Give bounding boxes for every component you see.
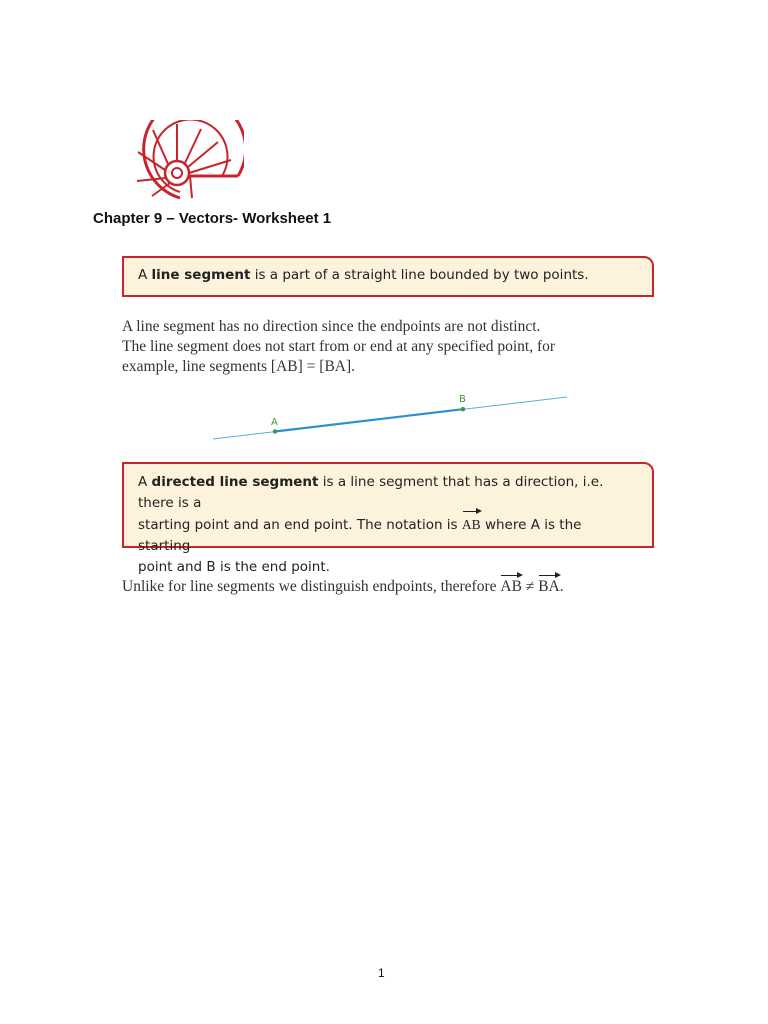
segment-ab bbox=[275, 409, 463, 431]
conclusion-sentence bbox=[122, 578, 682, 596]
nautilus-shell-icon bbox=[132, 120, 244, 200]
point-b-marker bbox=[461, 407, 465, 411]
conclusion-text: Unlike for line segments we distinguish endpoints, therefore bbox=[122, 578, 501, 595]
definition-line bbox=[138, 472, 638, 514]
point-a-marker bbox=[273, 429, 277, 433]
definition-term: line segment bbox=[151, 267, 251, 283]
definition-text: is a part of a straight line bounded by two points. bbox=[250, 267, 589, 283]
point-a-label: A bbox=[271, 417, 278, 428]
point-b-label: B bbox=[459, 394, 466, 405]
definition-text: is a line segment that has a direction, i.e. there is a bbox=[138, 474, 604, 511]
chapter-title: Chapter 9 – Vectors- Worksheet 1 bbox=[93, 210, 332, 227]
period: . bbox=[559, 578, 564, 595]
page-number: 1 bbox=[378, 966, 385, 980]
vector-ab: AB bbox=[500, 578, 522, 595]
vector-ab-notation: AB bbox=[462, 514, 481, 535]
explanation-paragraph bbox=[122, 317, 662, 377]
definition-box-line-segment bbox=[122, 256, 654, 297]
vector-ba: BA bbox=[538, 578, 560, 595]
definition-line bbox=[138, 514, 638, 557]
paragraph-line: The line segment does not start from or end at any specified point, for bbox=[122, 338, 556, 355]
not-equal-sign: ≠ bbox=[521, 578, 539, 595]
definition-term: directed line segment bbox=[151, 474, 319, 490]
definition-text: where A is the starting bbox=[138, 517, 582, 554]
paragraph-line: A line segment has no direction since the endpoints are not distinct. bbox=[122, 318, 541, 335]
definition-box-directed-segment bbox=[122, 462, 654, 575]
definition-prefix: A bbox=[138, 474, 152, 490]
definition-text: starting point and an end point. The notation is bbox=[138, 517, 462, 533]
definition-prefix: A bbox=[138, 267, 152, 283]
paragraph-line: example, line segments [AB] = [BA]. bbox=[122, 358, 356, 375]
definition-line: point and B is the end point. bbox=[138, 559, 330, 575]
line-segment-figure bbox=[205, 390, 575, 442]
